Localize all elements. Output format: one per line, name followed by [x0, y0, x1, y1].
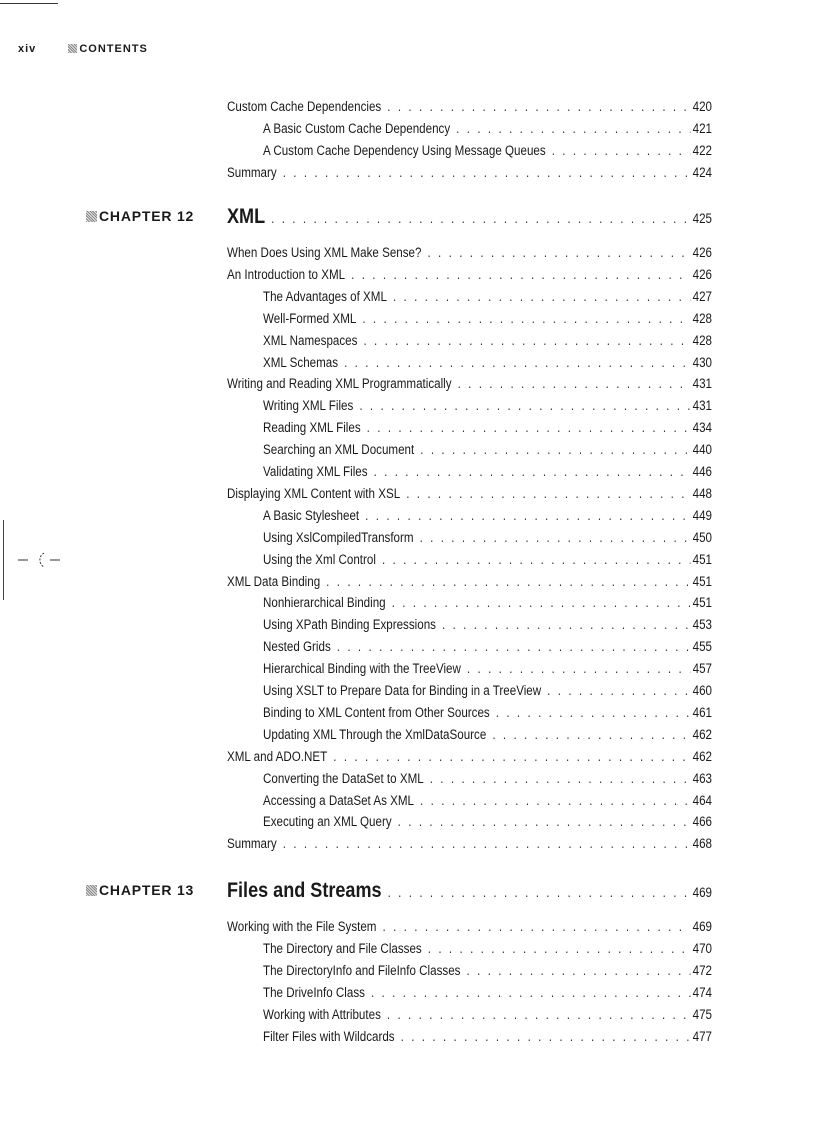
page-ref: 446	[692, 464, 712, 479]
dot-leader	[365, 505, 690, 527]
dot-leader	[467, 658, 690, 680]
section-title: CONTENTS	[79, 43, 148, 55]
toc-entry	[227, 264, 712, 286]
entry-title: Working with Attributes	[263, 1006, 381, 1022]
chapter-label	[86, 208, 194, 224]
dot-leader	[367, 417, 690, 439]
chapter-entry	[227, 204, 712, 230]
dot-leader	[393, 286, 690, 308]
dot-leader	[387, 1004, 690, 1026]
toc-entry	[227, 483, 712, 505]
entry-title: Nonhierarchical Binding	[263, 595, 386, 611]
page-ref: 455	[692, 639, 712, 655]
dot-leader	[382, 549, 690, 571]
page-ref: 451	[692, 595, 712, 611]
square-bullet-icon	[68, 44, 77, 53]
page-ref: 462	[692, 726, 712, 742]
page-ref: 426	[692, 266, 712, 282]
page-ref: 450	[692, 529, 712, 545]
entry-title: Binding to XML Content from Other Sources	[263, 704, 490, 720]
page-ref: 460	[692, 683, 712, 698]
entry-title: Searching an XML Document	[263, 442, 415, 458]
toc-entry	[227, 242, 712, 264]
square-bullet-icon	[86, 211, 97, 222]
entry-title: Well-Formed XML	[263, 310, 357, 326]
dot-leader	[344, 352, 690, 374]
page-ref: 461	[692, 704, 712, 720]
toc-subentry	[263, 960, 712, 982]
page-ref: 430	[692, 354, 712, 370]
page-ref: 469	[692, 885, 712, 900]
page-ref: 428	[692, 332, 712, 348]
page-ref: 451	[692, 551, 712, 567]
page-ref: 474	[692, 984, 712, 1000]
page-ref: 475	[692, 1006, 712, 1022]
registration-mark	[0, 520, 70, 600]
toc-subentry	[263, 527, 712, 549]
entry-title: Writing and Reading XML Programmatically	[227, 376, 452, 392]
page-ref: 457	[692, 661, 712, 677]
dot-leader	[420, 439, 690, 461]
toc-subentry	[263, 308, 712, 330]
page-ref: 420	[692, 99, 712, 114]
dot-leader	[271, 206, 690, 232]
toc-subentry	[263, 352, 712, 374]
dot-leader	[387, 96, 690, 118]
dot-leader	[363, 330, 690, 352]
page-ref: 448	[692, 485, 712, 501]
page-ref: 468	[692, 836, 712, 852]
dot-leader	[333, 746, 690, 768]
entry-title: Reading XML Files	[263, 420, 361, 436]
page-ref: 425	[692, 211, 712, 226]
toc-subentry	[263, 140, 712, 162]
entry-title: The Advantages of XML	[263, 288, 387, 304]
toc-subentry	[263, 680, 712, 702]
dot-leader	[401, 1026, 690, 1048]
dot-leader	[406, 483, 690, 505]
dot-leader	[427, 242, 690, 264]
toc-subentry	[263, 614, 712, 636]
toc-subentry	[263, 505, 712, 527]
dot-leader	[430, 768, 690, 790]
page-number: xiv	[18, 43, 37, 55]
entry-title: XML Data Binding	[227, 573, 321, 589]
entry-title: Summary	[227, 836, 277, 852]
page-ref: 472	[692, 962, 712, 978]
dot-leader	[547, 680, 690, 702]
page-ref: 427	[692, 288, 712, 304]
page-ref: 422	[692, 142, 712, 158]
page-ref: 449	[692, 507, 712, 523]
toc-subentry	[263, 1026, 712, 1048]
entry-title: Using XSLT to Prepare Data for Binding in a TreeView	[263, 683, 542, 698]
entry-title: XML and ADO.NET	[227, 748, 328, 764]
entry-title: Using the Xml Control	[263, 551, 376, 567]
entry-title: Writing XML Files	[263, 398, 354, 414]
dot-leader	[326, 571, 690, 593]
entry-title: When Does Using XML Make Sense?	[227, 245, 422, 260]
chapter-entry	[227, 878, 712, 904]
dot-leader	[442, 614, 690, 636]
entry-title: Using XPath Binding Expressions	[263, 617, 436, 633]
toc-entry	[227, 162, 712, 184]
toc-subentry	[263, 790, 712, 812]
entry-title: Filter Files with Wildcards	[263, 1028, 395, 1044]
toc-subentry	[263, 811, 712, 833]
entry-title: The DirectoryInfo and FileInfo Classes	[263, 962, 461, 978]
chapter-title: XML	[227, 205, 266, 228]
entry-title: A Basic Stylesheet	[263, 507, 360, 523]
toc-subentry	[263, 549, 712, 571]
toc-subentry	[263, 724, 712, 746]
dot-leader	[382, 916, 690, 938]
dot-leader	[398, 811, 690, 833]
toc-subentry	[263, 982, 712, 1004]
toc-subentry	[263, 118, 712, 140]
entry-title: Accessing a DataSet As XML	[263, 792, 415, 808]
entry-title: XML Schemas	[263, 354, 339, 370]
entry-title: A Basic Custom Cache Dependency	[263, 120, 451, 136]
toc-subentry	[263, 636, 712, 658]
entry-title: XML Namespaces	[263, 332, 358, 348]
dot-leader	[283, 833, 690, 855]
toc-subentry	[263, 417, 712, 439]
toc-entry	[227, 833, 712, 855]
page-ref: 421	[692, 120, 712, 136]
entry-title: Updating XML Through the XmlDataSource	[263, 726, 487, 742]
page-ref: 477	[692, 1028, 712, 1044]
dot-leader	[552, 140, 690, 162]
page-ref: 470	[692, 940, 712, 956]
toc-subentry	[263, 461, 712, 483]
page-ref: 469	[692, 919, 712, 934]
dot-leader	[466, 960, 690, 982]
page-ref: 462	[692, 748, 712, 764]
square-bullet-icon	[86, 885, 97, 896]
toc-subentry	[263, 768, 712, 790]
dot-leader	[283, 162, 690, 184]
chapter-label	[86, 882, 194, 898]
dot-leader	[420, 527, 690, 549]
page-ref: 451	[692, 573, 712, 589]
toc-entry	[227, 96, 712, 118]
entry-title: Using XslCompiledTransform	[263, 529, 414, 545]
entry-title: Hierarchical Binding with the TreeView	[263, 661, 461, 677]
entry-title: A Custom Cache Dependency Using Message Queues	[263, 142, 546, 158]
toc-subentry	[263, 330, 712, 352]
dot-leader	[362, 308, 690, 330]
chapter-label-text: CHAPTER 13	[99, 882, 195, 898]
toc-subentry	[263, 395, 712, 417]
page-ref: 464	[692, 792, 712, 808]
toc-subentry	[263, 1004, 712, 1026]
toc-entry	[227, 916, 712, 938]
dot-leader	[420, 790, 690, 812]
page-ref: 431	[692, 398, 712, 414]
entry-title: An Introduction to XML	[227, 266, 346, 282]
page-ref: 466	[692, 814, 712, 830]
entry-title: Executing an XML Query	[263, 814, 392, 830]
dot-leader	[374, 461, 690, 483]
page-ref: 440	[692, 442, 712, 458]
dot-leader	[392, 592, 690, 614]
dot-leader	[388, 880, 690, 906]
page-ref: 426	[692, 245, 712, 260]
page-ref: 428	[692, 310, 712, 326]
entry-title: Displaying XML Content with XSL	[227, 485, 401, 501]
page-ref: 453	[692, 617, 712, 633]
entry-title: The Directory and File Classes	[263, 940, 422, 956]
chapter-title: Files and Streams	[227, 879, 382, 902]
dot-leader	[337, 636, 690, 658]
toc-subentry	[263, 592, 712, 614]
dot-leader	[371, 982, 690, 1004]
toc-subentry	[263, 658, 712, 680]
dot-leader	[359, 395, 690, 417]
crop-mark	[0, 0, 58, 4]
dot-leader	[492, 724, 690, 746]
toc-entry	[227, 373, 712, 395]
entry-title: Nested Grids	[263, 639, 331, 655]
running-header	[18, 43, 148, 55]
page-ref: 434	[692, 420, 712, 436]
page-ref: 424	[692, 164, 712, 180]
toc-subentry	[263, 702, 712, 724]
dot-leader	[496, 702, 690, 724]
dot-leader	[458, 373, 690, 395]
dot-leader	[456, 118, 690, 140]
toc-entry	[227, 571, 712, 593]
toc-subentry	[263, 286, 712, 308]
dot-leader	[428, 938, 690, 960]
entry-title: The DriveInfo Class	[263, 984, 365, 1000]
page-ref: 463	[692, 770, 712, 786]
entry-title: Custom Cache Dependencies	[227, 99, 382, 114]
toc-subentry	[263, 938, 712, 960]
entry-title: Validating XML Files	[263, 464, 368, 479]
entry-title: Working with the File System	[227, 919, 377, 934]
entry-title: Summary	[227, 164, 277, 180]
entry-title: Converting the DataSet to XML	[263, 770, 424, 786]
page-ref: 431	[692, 376, 712, 392]
toc-subentry	[263, 439, 712, 461]
dot-leader	[351, 264, 690, 286]
toc-entry	[227, 746, 712, 768]
chapter-label-text: CHAPTER 12	[99, 208, 195, 224]
